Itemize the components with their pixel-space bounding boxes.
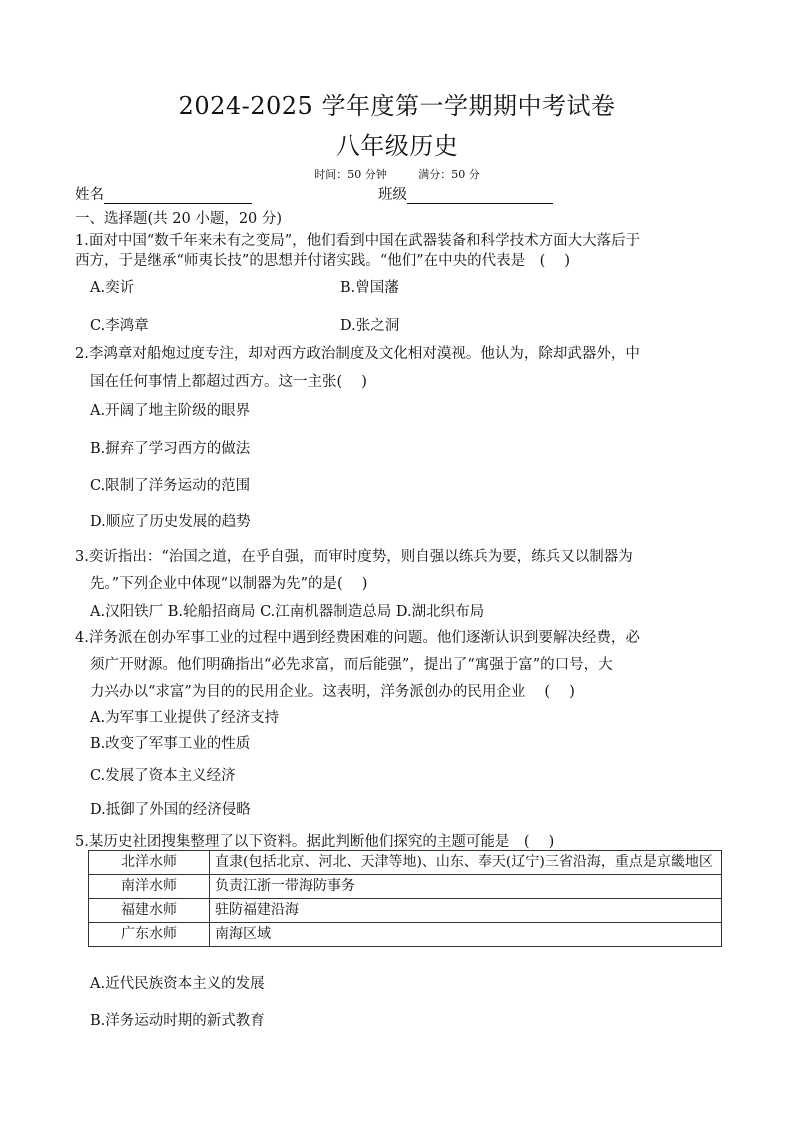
q1-option-d: D.张之洞	[340, 318, 400, 334]
q3-stem-line2: 先。”下列企业中体现“以制器为先”的是( )	[90, 576, 368, 592]
q1-option-a: A.奕䜣	[90, 280, 135, 296]
name-label: 姓名	[75, 187, 104, 203]
exam-time: 时间：50 分钟	[314, 168, 387, 181]
table-row	[89, 851, 722, 875]
table-row	[89, 899, 722, 923]
q2-stem-line1: 2.李鸿章对船炮过度专注，却对西方政治制度及文化相对漠视。他认为，除却武器外，中	[75, 346, 640, 362]
q4-stem-line1: 4.洋务派在创办军事工业的过程中遇到经费困难的问题。他们逐渐认识到要解决经费，必	[75, 630, 640, 646]
exam-meta	[0, 166, 794, 182]
table-cell-value: 驻防福建沿海	[210, 899, 722, 923]
q4-option-d: D.抵御了外国的经济侵略	[90, 802, 251, 818]
q3-options: A.汉阳铁厂 B.轮船招商局 C.江南机器制造总局 D.湖北织布局	[90, 604, 485, 620]
q2-option-a: A.开阔了地主阶级的眼界	[90, 403, 251, 419]
table-cell-value: 直隶(包括北京、河北、天津等地)、山东、奉天(辽宁)三省沿海，重点是京畿地区	[210, 851, 722, 875]
q4-option-c: C.发展了资本主义经济	[90, 768, 236, 784]
q5-table	[88, 850, 722, 947]
q2-stem-line2: 国在任何事情上都超过西方。这一主张( )	[90, 374, 367, 390]
q2-option-c: C.限制了洋务运动的范围	[90, 478, 251, 494]
table-cell-key: 福建水师	[89, 899, 210, 923]
q1-option-b: B.曾国藩	[340, 280, 399, 296]
q5-option-b: B.洋务运动时期的新式教育	[90, 1013, 265, 1029]
q4-option-b: B.改变了军事工业的性质	[90, 736, 251, 752]
q2-option-d: D.顺应了历史发展的趋势	[90, 514, 251, 530]
q1-option-c: C.李鸿章	[90, 318, 149, 334]
class-row	[378, 186, 553, 204]
table-cell-key: 南洋水师	[89, 875, 210, 899]
q1-stem-line1: 1.面对中国“数千年来未有之变局”，他们看到中国在武器装备和科学技术方面大大落后于	[75, 233, 641, 249]
q4-stem-line2: 须广开财源。他们明确指出“必先求富，而后能强”，提出了“寓强于富”的口号，大	[90, 657, 613, 673]
table-cell-key: 北洋水师	[89, 851, 210, 875]
table-cell-key: 广东水师	[89, 923, 210, 947]
q4-option-a: A.为军事工业提供了经济支持	[90, 710, 280, 726]
q5-option-a: A.近代民族资本主义的发展	[90, 976, 265, 992]
exam-subtitle: 八年级历史	[335, 132, 459, 160]
q1-stem-line2: 西方，于是继承“师夷长技”的思想并付诸实践。“他们”在中央的代表是 ( )	[75, 253, 571, 269]
class-label: 班级	[378, 187, 407, 203]
table-cell-value: 负责江浙一带海防事务	[210, 875, 722, 899]
exam-title: 2024-2025 学年度第一学期期中考试卷	[178, 92, 616, 120]
table-row	[89, 875, 722, 899]
q3-stem-line1: 3.奕䜣指出：“治国之道，在乎自强，而审时度势，则自强以练兵为要，练兵又以制器为	[75, 549, 633, 565]
table-cell-value: 南海区域	[210, 923, 722, 947]
name-row	[75, 186, 252, 204]
name-blank[interactable]	[104, 189, 252, 204]
q2-option-b: B.摒弃了学习西方的做法	[90, 441, 251, 457]
exam-score: 满分：50 分	[418, 168, 480, 181]
q4-stem-line3: 力兴办以“求富”为目的的民用企业。这表明，洋务派创办的民用企业 ( )	[90, 684, 575, 700]
section-heading: 一、选择题(共 20 小题，20 分)	[75, 211, 283, 227]
class-blank[interactable]	[407, 189, 553, 204]
q5-stem: 5.某历史社团搜集整理了以下资料。据此判断他们探究的主题可能是 ( )	[75, 834, 555, 850]
table-row	[89, 923, 722, 947]
